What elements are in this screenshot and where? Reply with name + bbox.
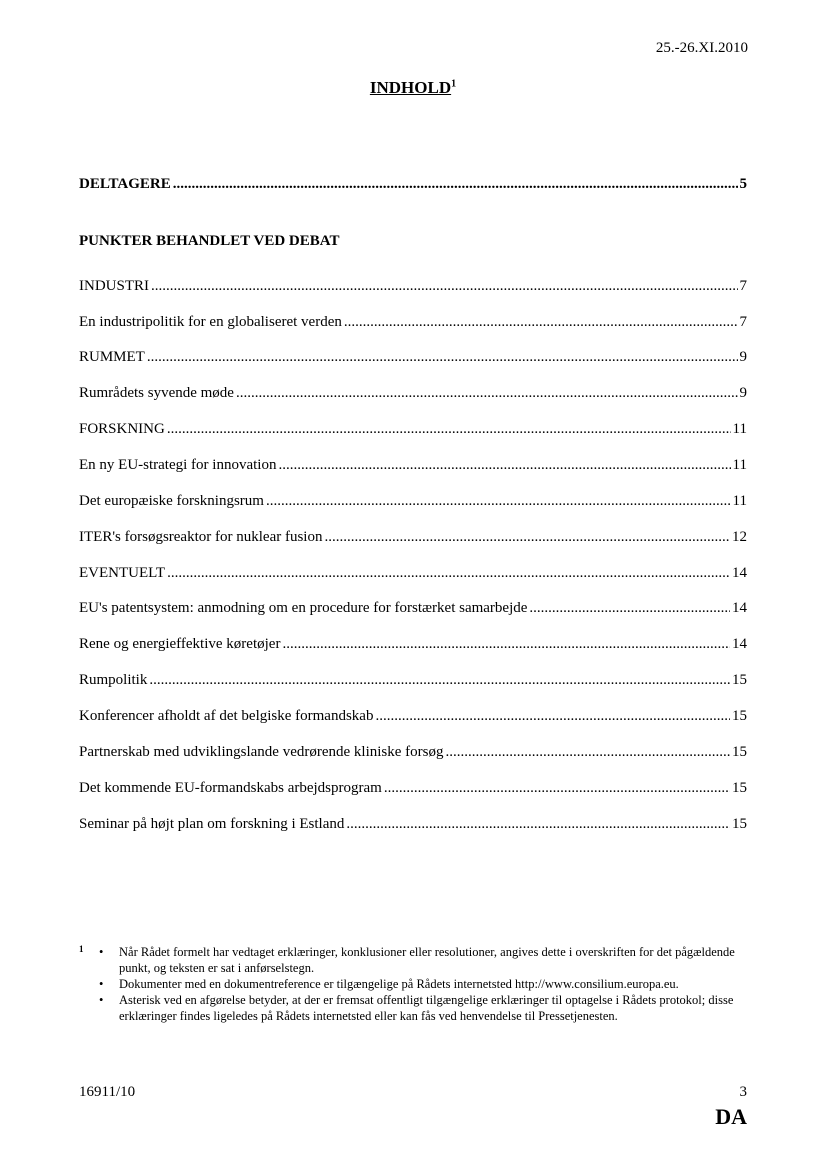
footnote-list: [79, 944, 747, 1024]
toc-entry-label: Det kommende EU-formandskabs arbejdsprogram: [79, 780, 382, 796]
toc-entry-label: Rumrådets syvende møde: [79, 385, 234, 401]
toc-dot-leader: [151, 277, 738, 295]
toc-entry: [79, 277, 747, 295]
footnote-item-text: Dokumenter med en dokumentreference er tilgængelige på Rådets internetsted http://www.consilium.europa.eu.: [119, 977, 679, 991]
toc-entry-page: 15: [732, 816, 747, 832]
toc-dot-leader: [149, 671, 730, 689]
toc-dot-leader: [446, 743, 731, 761]
toc-entry-page: 14: [732, 636, 747, 652]
toc-entry-label: INDUSTRI: [79, 278, 149, 294]
toc-entry: [79, 420, 747, 438]
toc-entry: [79, 635, 747, 653]
toc-entry-page: 5: [739, 176, 747, 192]
toc-dot-leader: [346, 815, 730, 833]
toc-entry-page: 12: [732, 529, 747, 545]
toc-entry-page: 9: [739, 385, 747, 401]
toc-entry: [79, 384, 747, 402]
toc-entry-label: DELTAGERE: [79, 176, 171, 192]
toc-entry: [79, 815, 747, 833]
toc-dot-leader: [344, 313, 738, 331]
toc-entry: [79, 743, 747, 761]
toc-dot-leader: [529, 599, 730, 617]
toc-dot-leader: [266, 492, 731, 510]
toc-entry-label: Konferencer afholdt af det belgiske formandskab: [79, 708, 374, 724]
toc-entry-page: 7: [739, 278, 747, 294]
bullet-icon: •: [99, 993, 104, 1007]
toc-entry-label: Rumpolitik: [79, 672, 148, 688]
toc-entry: [79, 348, 747, 366]
toc-dot-leader: [236, 384, 738, 402]
bullet-icon: •: [99, 977, 104, 991]
toc-entry-page: 14: [732, 565, 747, 581]
footnote-mark: 1: [79, 944, 84, 954]
toc-entry-label: En ny EU-strategi for innovation: [79, 457, 277, 473]
footnote: [79, 944, 747, 1024]
toc-entry-label: EVENTUELT: [79, 565, 166, 581]
title-footnote-reference: 1: [451, 78, 457, 90]
page-title-text: INDHOLD: [369, 78, 452, 97]
page-number: 3: [739, 1084, 747, 1100]
toc-entry: [79, 671, 747, 689]
footnote-item-text: Når Rådet formelt har vedtaget erklæringer, konklusioner eller resolutioner, angives dette i overskriften for det pågældende punkt, og teksten er sat i anførselstegn.: [119, 945, 735, 975]
toc-entry-label: RUMMET: [79, 349, 145, 365]
toc-entry-label: Rene og energieffektive køretøjer: [79, 636, 281, 652]
toc-entry: [79, 528, 747, 546]
toc-dot-leader: [167, 420, 731, 438]
toc-entry-deltagere: [79, 175, 747, 193]
footnote-item: [99, 976, 747, 992]
toc-entry-label: Seminar på højt plan om forskning i Estland: [79, 816, 345, 832]
toc-dot-leader: [173, 175, 738, 193]
toc-entry-label: EU's patentsystem: anmodning om en procedure for forstærket samarbejde: [79, 600, 528, 616]
document-number: 16911/10: [79, 1084, 136, 1100]
toc-entry-page: 15: [732, 672, 747, 688]
toc-dot-leader: [147, 348, 738, 366]
page-title: [0, 78, 826, 98]
footnote-item: [99, 992, 747, 1024]
toc-entry-page: 11: [732, 421, 747, 437]
toc-entry: [79, 564, 747, 582]
toc-entry-page: 15: [732, 744, 747, 760]
toc-entry-page: 15: [732, 780, 747, 796]
toc-dot-leader: [282, 635, 730, 653]
toc-entry-page: 9: [739, 349, 747, 365]
toc-entry: [79, 599, 747, 617]
footnote-item-text: Asterisk ved en afgørelse betyder, at der er fremsat offentligt tilgængelige erklæringer til optagelse i Rådets protokol; disse erklæringer findes ligeledes på Rådets internetsted eller kan fås ved henvendelse til Pressetjenesten.: [119, 993, 734, 1023]
toc-entry: [79, 779, 747, 797]
toc-dot-leader: [278, 456, 730, 474]
toc-dot-leader: [167, 564, 730, 582]
toc-entry: [79, 492, 747, 510]
language-code: DA: [715, 1104, 747, 1129]
toc-dot-leader: [375, 707, 730, 725]
toc-dot-leader: [324, 528, 730, 546]
toc-entry-page: 15: [732, 708, 747, 724]
toc-entry-label: Det europæiske forskningsrum: [79, 493, 264, 509]
toc-entry-label: ITER's forsøgsreaktor for nuklear fusion: [79, 529, 323, 545]
toc-entry-label: En industripolitik for en globaliseret verden: [79, 314, 342, 330]
toc-entry-page: 7: [739, 314, 747, 330]
toc-entry-page: 11: [732, 493, 747, 509]
footnote-item: [99, 944, 747, 976]
toc-entry: [79, 313, 747, 331]
toc-entry-label: FORSKNING: [79, 421, 165, 437]
toc-entry: [79, 707, 747, 725]
bullet-icon: •: [99, 945, 104, 959]
toc-entry-label: Partnerskab med udviklingslande vedrørende kliniske forsøg: [79, 744, 444, 760]
toc-section-heading: PUNKTER BEHANDLET VED DEBAT: [79, 233, 340, 249]
toc-entry-page: 11: [732, 457, 747, 473]
toc-entry-page: 14: [732, 600, 747, 616]
toc-dot-leader: [384, 779, 730, 797]
document-date: 25.-26.XI.2010: [655, 40, 748, 56]
toc-entry: [79, 456, 747, 474]
